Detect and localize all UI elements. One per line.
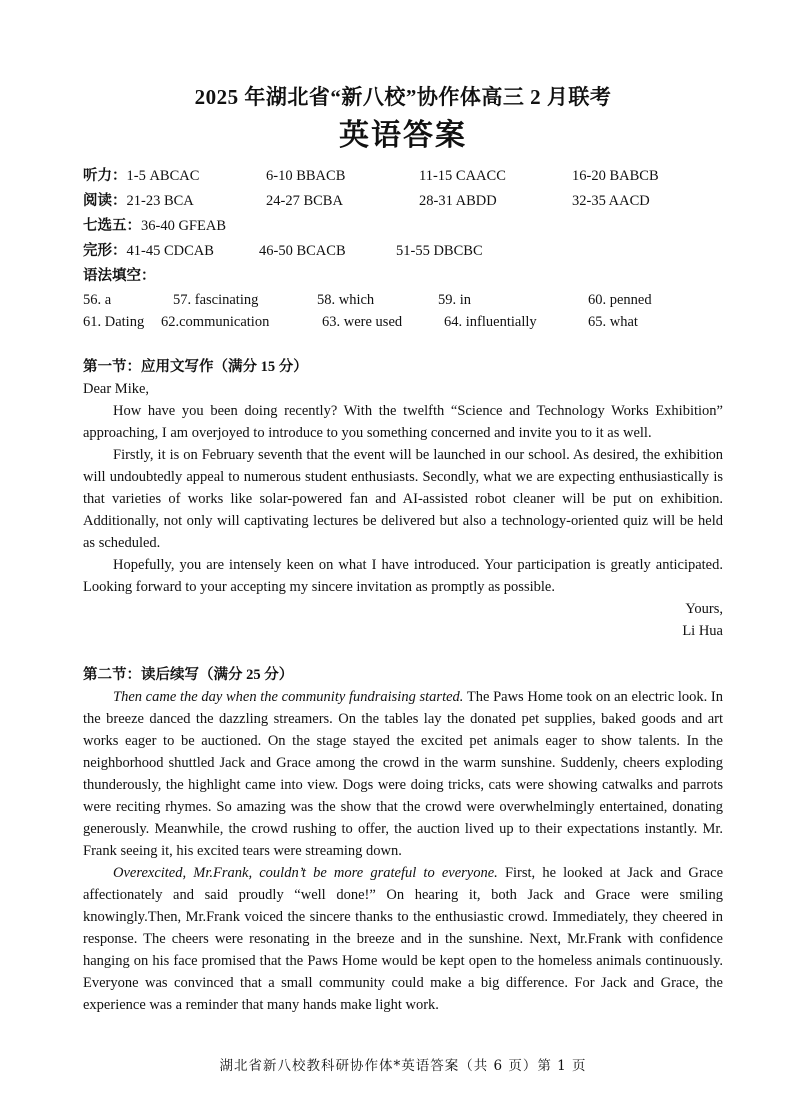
grammar-answer-59: 59. in: [438, 292, 472, 308]
paragraph-2-body: First, he looked at Jack and Grace affectionately and said proudly “well done!” On hearing it, both Jack and Grace were smiling knowingly.Then, Mr.Frank voiced the sincere thanks to the enthusiastic crowd. Immediately, they cheered in response. The cheers were resonating in the breeze and in the sunshine. Next, Mr.Frank with confidence hanging on his face promised that the Paws Home would be kept open to the homeless animals continuously. Everyone was convinced that a small community could make a big difference. For Jack and Grace, the experience was a reminder that many hands make light work.: [83, 865, 723, 1013]
reading-answers-row: [83, 189, 723, 214]
cloze-answers-row: [83, 239, 723, 264]
letter-signature: Li Hua: [682, 623, 723, 639]
letter-closing: Yours,: [685, 601, 723, 617]
section2-heading: 第二节：读后续写（满分 25 分）: [83, 667, 294, 683]
exam-title: 2025 年湖北省“新八校”协作体高三 2 月联考: [194, 85, 612, 109]
seven-choose-five-label: 七选五：: [83, 218, 141, 234]
cloze-group-2: 46-50 BCACB: [259, 243, 346, 259]
reading-label: 阅读：: [83, 193, 127, 209]
letter-paragraph-3: Hopefully, you are intensely keen on what I have introduced. Your participation is greatly anticipated. Looking forward to your accepting my sincere invitation as promptly as possible.: [83, 557, 723, 595]
listening-answers-row: [83, 164, 723, 189]
grammar-answer-62: 62.communication: [161, 314, 270, 330]
listening-group-3: 11-15 CAACC: [419, 168, 506, 184]
grammar-row-1: [83, 289, 723, 311]
letter-greeting: Dear Mike,: [83, 381, 150, 397]
grammar-answer-61: 61. Dating: [83, 314, 145, 330]
letter-paragraph-1: How have you been doing recently? With the twelfth “Science and Technology Works Exhibition” approaching, I am overjoyed to introduce to you something concerned and invite you to it as well.: [83, 403, 723, 441]
grammar-answer-63: 63. were used: [322, 314, 403, 330]
grammar-answer-60: 60. penned: [588, 292, 652, 308]
answer-key-title: 英语答案: [339, 119, 467, 152]
page-footer: 湖北省新八校教科研协作体*英语答案（共 6 页）第 1 页: [219, 1058, 587, 1074]
paragraph-2-opening: Overexcited, Mr.Frank, couldn’t be more grateful to everyone.: [113, 865, 498, 881]
grammar-label: 语法填空：: [83, 268, 156, 284]
continuation-paragraph-1: [83, 686, 723, 862]
paragraph-1-body: The Paws Home took on an electric look. In the breeze danced the dazzling streamers. On the tables lay the donated pet supplies, baked goods and art works eager to be auctioned. On the stage stayed the excited pet animals eager to show talents. In the neighborhood shuttled Jack and Grace among the crowd in the warm sunshine. Suddenly, cheers exploding thunderously, the highlight came into view. Dogs were doing tricks, cats were showing catwalks and parrots were reciting rhymes. So amazing was the show that the crowd were overwhelmingly entertained, donating generously. Meanwhile, the crowd rushing to offer, the auction lived up to their expectations instantly. Mr. Frank seeing it, his excited tears were streaming down.: [83, 689, 723, 859]
listening-group-1: 听力：1-5 ABCAC: [83, 168, 200, 184]
grammar-answer-65: 65. what: [588, 314, 638, 330]
answer-sheet-page: [83, 82, 723, 1016]
paragraph-1-opening: Then came the day when the community fundraising started.: [113, 689, 464, 705]
continuation-paragraph-2: [83, 862, 723, 1016]
seven-choose-five-group: 36-40 GFEAB: [141, 218, 226, 234]
seven-choose-five-row: [83, 214, 723, 239]
grammar-row-2: [83, 311, 723, 333]
letter-paragraph-2: Firstly, it is on February seventh that the event will be launched in our school. As desired, the exhibition will undoubtedly appeal to numerous student enthusiasts. Secondly, what we are expecting enthusiastically is that varieties of works like solar-powered fan and AI-assisted robot cleaner will be put on exhibition. Additionally, not only will captivating lectures be delivered but also a technology-oriented quiz will be held as scheduled.: [83, 447, 723, 551]
cloze-group-1: 完形：41-45 CDCAB: [83, 243, 214, 259]
section1-heading: 第一节：应用文写作（满分 15 分）: [83, 359, 308, 375]
cloze-label: 完形：: [83, 243, 127, 259]
listening-label: 听力：: [83, 168, 127, 184]
grammar-answer-58: 58. which: [317, 292, 375, 308]
cloze-group-3: 51-55 DBCBC: [396, 243, 483, 259]
grammar-answer-64: 64. influentially: [444, 314, 537, 330]
grammar-answer-56: 56. a: [83, 292, 112, 308]
grammar-answer-57: 57. fascinating: [173, 292, 259, 308]
reading-group-3: 28-31 ABDD: [419, 193, 497, 209]
listening-group-2: 6-10 BBACB: [266, 168, 346, 184]
reading-group-4: 32-35 AACD: [572, 193, 650, 209]
reading-group-2: 24-27 BCBA: [266, 193, 343, 209]
reading-group-1: 阅读：21-23 BCA: [83, 193, 194, 209]
listening-group-4: 16-20 BABCB: [572, 168, 659, 184]
